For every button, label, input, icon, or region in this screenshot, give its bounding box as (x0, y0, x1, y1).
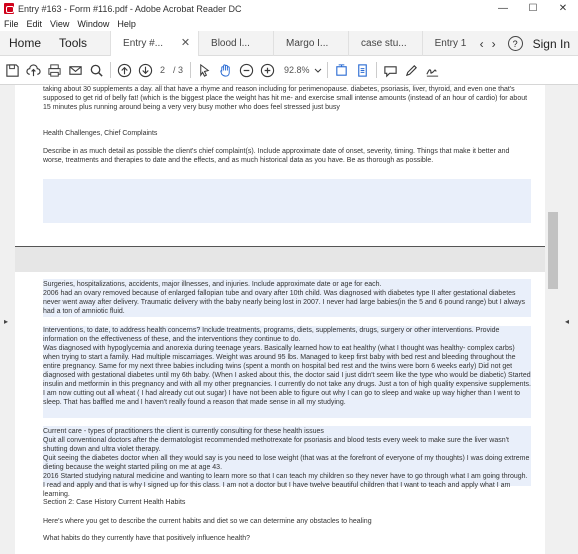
chief-complaint-field[interactable] (43, 179, 531, 223)
menu-view[interactable]: View (50, 19, 70, 29)
page-number-input[interactable]: 2 (160, 65, 166, 75)
positive-habits-question: What habits do they currently have that positively influence health? (43, 535, 251, 542)
tab-prev-icon[interactable]: ‹ (479, 36, 484, 51)
doc-tab-case-study[interactable]: case stu... (348, 31, 423, 56)
scrolling-mode-icon[interactable] (352, 60, 373, 80)
window-controls (488, 0, 578, 17)
minimize-button[interactable]: — (498, 3, 508, 14)
print-icon[interactable] (44, 60, 65, 80)
menu-window[interactable]: Window (77, 19, 110, 29)
upload-cloud-icon[interactable] (23, 60, 44, 80)
interventions-text: Interventions, to date, to address health concerns? Include treatments, programs, diets, supplements, drugs, surgery or other interventions. Provide information on the effectiveness of these, and the interventions they continue to do. Was diagnosed with hypoglycemia and anorexia during teenage years. Basically learned how to eat healthy (what I thought was healthy- complex carbs) when trying to start a family. Had multiple miscarriages. Weight was around 95 lbs. Managed to keep first baby with bed rest and bleeding throughout the entire pregnancy. Same for my next three babies including twins (spent a month on hospital bed rest and the twins were born 6 weeks early) Did not get diagnosed with gestational diabetes until my 6th baby. (When I asked about this, the doctor said I just didn't seem like the type who would be diabetic) Started insulin and metformin in this pregnancy and with all my other pregnancies. I currently do not take any drugs. Just a ton of high quality expensive supplements. I am now cutting out all wheat ( I had already cut out sugar) I have not been able to figure out why I can go to sleep and wake up way higher than I went to sleep. That has baffled me and I haven't really found a reason that made sense in all my studying. (43, 327, 531, 406)
doc-tab-blood[interactable]: Blood l... (198, 31, 273, 56)
next-page-icon[interactable] (135, 60, 156, 80)
maximize-button[interactable]: ☐ (528, 3, 538, 14)
page-separator (15, 246, 545, 272)
chevron-down-icon[interactable] (312, 60, 324, 80)
toolbar-divider (110, 62, 111, 78)
toolbar (0, 56, 578, 85)
tab-bar-right (422, 31, 578, 56)
help-icon[interactable]: ? (508, 36, 523, 51)
hand-tool-icon[interactable] (215, 60, 236, 80)
doc-tab-label: Entry #... (123, 37, 164, 49)
pdf-page-2 (15, 272, 545, 554)
page-total: / 3 (173, 65, 184, 75)
answer-supplements: taking about 30 supplements a day. all that have a rhyme and reason including for perimenopause. diabetes, psoriasis, liver, thyroid, and even one that's supposed to get rid of belly fat! (which is the biggest place the weight has hit me- and exercise small intense amounts (instead of an hour of cardio) for about 15 minutes plus running around being a very very busy mother who does feel stressed just busy (43, 86, 528, 111)
sign-in-link[interactable]: Sign In (532, 36, 570, 51)
close-tab-icon[interactable]: ✕ (180, 36, 191, 49)
title-bar (0, 0, 578, 17)
zoom-out-icon[interactable] (236, 60, 257, 80)
vertical-scrollbar[interactable] (545, 85, 560, 554)
doc-tab-entry-163[interactable] (110, 31, 198, 56)
question-describe-complaints: Describe in as much detail as possible the client's chief complaint(s). Include approximate date of onset, severity, timing. Things that make it better and worse, treatments and therapies to date and the effects, and as much historical data as you have. Be as thorough as possible. (43, 148, 510, 164)
zoom-level-select[interactable]: 92.8% (284, 65, 310, 75)
search-icon[interactable] (86, 60, 107, 80)
close-window-button[interactable]: ✕ (558, 3, 568, 14)
tab-bar (0, 31, 578, 56)
menu-bar (0, 17, 578, 31)
current-habits-intro: Here's where you get to describe the current habits and diet so we can determine any obstacles to healing (43, 518, 372, 525)
comment-icon[interactable] (380, 60, 401, 80)
zoom-in-icon[interactable] (257, 60, 278, 80)
current-care-text: Current care - types of practitioners the client is currently consulting for these health issues Quit all conventional doctors after the dermatologist recommended methotrexate for psoriasis and blood tests every week to make sure the liver wasn't shutting down and ultra violet therapy. Quit seeing the diabetes doctor when all they would say is you need to lose weight (that was at the forefront of everyone of my thoughts) I was doing extreme dieting because the weight started piling on me at age 43. 2016 Started studying natural medicine and wanting to learn more so that I can teach my children so they never have to go through what I am going through. I read and apply and that is why I signed up for this class. I am not a doctor but I have twelve beautiful children that I want to teach and apply what I am learning. (43, 428, 530, 498)
scrollbar-thumb[interactable] (548, 212, 558, 289)
save-icon[interactable] (2, 60, 23, 80)
toolbar-divider (376, 62, 377, 78)
toolbar-divider (190, 62, 191, 78)
tab-next-icon[interactable]: › (491, 36, 496, 51)
left-panel-toggle-icon[interactable]: ▸ (4, 317, 9, 326)
email-icon[interactable] (65, 60, 86, 80)
acrobat-app-icon (4, 3, 14, 14)
tab-home[interactable]: Home (9, 35, 42, 50)
tab-tools[interactable]: Tools (59, 35, 88, 50)
previous-page-icon[interactable] (114, 60, 135, 80)
window-title: Entry #163 - Form #116.pdf - Adobe Acrobat Reader DC (18, 3, 242, 14)
select-arrow-icon[interactable] (194, 60, 215, 80)
surgeries-text: Surgeries, hospitalizations, accidents, major illnesses, and injuries. Include approximate date or age for each. 2006 had an ovary removed because of enlarged fallopian tube and ovary after 10th child. Was diagnosed with diabetes type II after gestational diabetes never went away after delivery. Traumatic delivery with the baby nearly being lost in 2007. I never had large babies(in the 5 and 6 pound range) but I always had a ton of amniotic fluid. (43, 281, 525, 315)
fit-page-icon[interactable] (331, 60, 352, 80)
highlight-pen-icon[interactable] (401, 60, 422, 80)
toolbar-divider (327, 62, 328, 78)
document-viewer[interactable] (0, 85, 578, 554)
sign-icon[interactable] (422, 60, 443, 80)
menu-file[interactable]: File (4, 19, 19, 29)
menu-edit[interactable]: Edit (26, 19, 43, 29)
doc-tab-margo[interactable]: Margo I... (273, 31, 348, 56)
right-panel-toggle-icon[interactable]: ◂ (565, 317, 570, 326)
section-label-health-challenges: Health Challenges, Chief Complaints (43, 130, 158, 137)
section2-heading: Section 2: Case History Current Health Habits (43, 499, 186, 506)
doc-tab-entry-1[interactable]: Entry 1 (422, 31, 476, 56)
menu-help[interactable]: Help (117, 19, 136, 29)
pdf-page-1 (15, 85, 545, 246)
